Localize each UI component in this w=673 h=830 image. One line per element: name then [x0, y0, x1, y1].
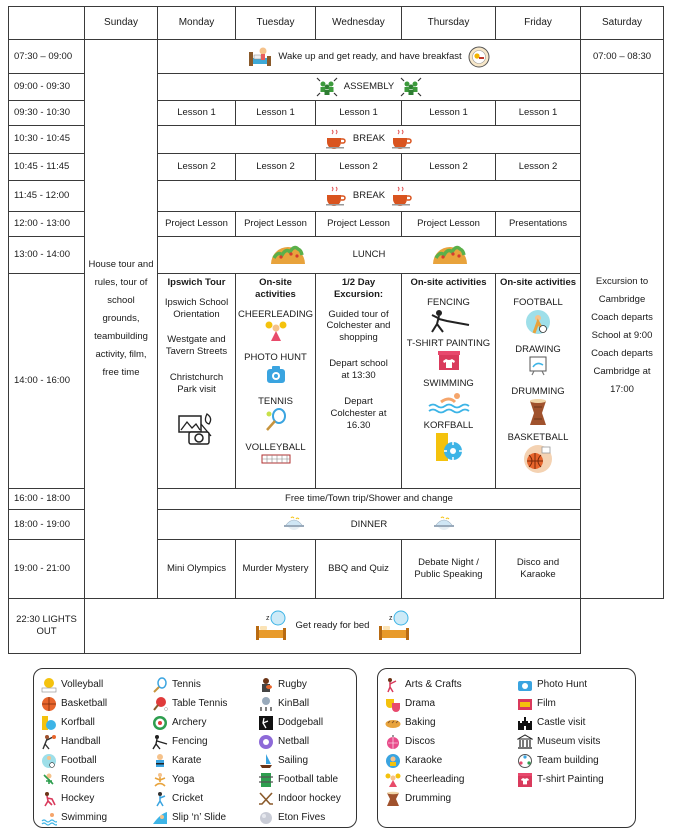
legend-label: Drama: [405, 698, 436, 709]
dinner-cell: [158, 510, 581, 539]
svg-text:z: z: [265, 615, 270, 623]
activity-item: Ipswich School Orientation: [164, 296, 229, 320]
assembly-icon: [400, 77, 422, 97]
time-label: 10:30 - 10:45: [9, 126, 85, 153]
activity-item: Depart school at 13:30: [329, 358, 388, 382]
time-label: 09:00 - 09:30: [9, 73, 85, 100]
legend-label: Eton Fives: [278, 812, 326, 823]
handball-icon: [40, 733, 57, 750]
legend-item: [516, 732, 638, 751]
taco-icon: [431, 242, 469, 268]
legend-item: [516, 713, 638, 732]
lesson-cell: Lesson 1: [402, 101, 496, 126]
breakfast-plate-icon: [468, 46, 490, 68]
legend-item: [151, 713, 253, 732]
legend-label: Karaoke: [405, 755, 443, 766]
sunday-block: [85, 40, 158, 599]
saturday-coach-depart: Coach departs School at 9:00: [591, 311, 653, 341]
legend-item: [257, 694, 361, 713]
film-icon: [516, 695, 533, 712]
activity-item: SWIMMING: [423, 378, 474, 390]
cheerleading-icon: [265, 320, 287, 342]
legend-item: [40, 789, 147, 808]
corner-cell: [9, 7, 85, 40]
legend-item: [384, 789, 512, 808]
legend-label: Team building: [537, 755, 599, 766]
time-label: 18:00 - 19:00: [9, 510, 85, 539]
day-friday: Friday: [496, 7, 581, 40]
lesson-cell: Lesson 1: [158, 101, 236, 126]
legend-item: [151, 732, 253, 751]
time-label: 11:45 - 12:00: [9, 180, 85, 211]
day-tuesday: Tuesday: [236, 7, 316, 40]
dinner-icon: [433, 515, 455, 535]
lesson-cell: Lesson 1: [496, 101, 581, 126]
time-label: 13:00 - 14:00: [9, 237, 85, 273]
legend-label: Discos: [405, 736, 436, 747]
football-icon: [40, 752, 57, 769]
legend-item: [516, 675, 638, 694]
evening-monday: Mini Olympics: [158, 539, 236, 599]
project-cell: Project Lesson: [236, 212, 316, 237]
row-bedtime: [9, 599, 664, 654]
legend-item: [257, 808, 361, 827]
karate-icon: [151, 752, 168, 769]
legend-label: Table Tennis: [172, 698, 228, 709]
legend-item: [384, 675, 512, 694]
assembly-text: ASSEMBLY: [343, 80, 395, 92]
legend-label: Netball: [278, 736, 310, 747]
legend-label: T-shirt Painting: [537, 774, 604, 785]
monday-afternoon: [158, 273, 236, 488]
legend-item: [40, 808, 147, 827]
sleep-icon: [377, 610, 411, 642]
legend-item: [151, 675, 253, 694]
activity-item: BASKETBALL: [507, 431, 569, 443]
yoga-icon: [151, 771, 168, 788]
dodgeball-icon: [257, 714, 274, 731]
legend-label: Swimming: [61, 812, 108, 823]
row-breakfast: [9, 40, 664, 73]
legend-label: Hockey: [61, 793, 95, 804]
activity-item: T-SHIRT PAINTING: [406, 338, 491, 350]
table-tennis-icon: [151, 695, 168, 712]
legend-item: [40, 713, 147, 732]
time-label: 16:00 - 18:00: [9, 489, 85, 510]
legend-label: Tennis: [172, 679, 201, 690]
activity-heading: On-site activities: [255, 276, 296, 300]
day-thursday: Thursday: [402, 7, 496, 40]
legend-item: [40, 675, 147, 694]
drama-icon: [384, 695, 401, 712]
activity-item: PHOTO HUNT: [244, 352, 307, 364]
hot-drink-icon: [391, 185, 413, 207]
friday-afternoon: [496, 273, 581, 488]
activity-item: Christchurch Park visit: [169, 372, 224, 396]
lesson-cell: Lesson 2: [158, 153, 236, 180]
breakfast-text: Wake up and get ready, and have breakfast: [278, 50, 462, 62]
activity-heading: 1/2 Day Excursion:: [333, 276, 384, 300]
legend-item: [257, 751, 361, 770]
activity-heading: On-site activities: [410, 276, 487, 288]
time-label: 19:00 - 21:00: [9, 539, 85, 599]
sailing-icon: [257, 752, 274, 769]
weekly-timetable: [8, 6, 664, 654]
legend-column: [257, 675, 361, 827]
activity-item: Westgate and Tavern Streets: [165, 334, 228, 358]
tennis-icon: [264, 408, 288, 432]
legend-label: Football table: [278, 774, 339, 785]
bedtime-text: Get ready for bed: [295, 620, 370, 632]
legend-item: [516, 770, 638, 789]
day-wednesday: Wednesday: [316, 7, 402, 40]
day-saturday: Saturday: [581, 7, 664, 40]
kinball-icon: [257, 695, 274, 712]
lunch-text: LUNCH: [352, 249, 386, 261]
time-label: 12:00 - 13:00: [9, 212, 85, 237]
legend-label: Slip ‘n’ Slide: [172, 812, 227, 823]
legend-label: Rugby: [278, 679, 307, 690]
activity-heading: Ipswich Tour: [167, 276, 226, 288]
legend-label: Karate: [172, 755, 202, 766]
legend-item: [384, 732, 512, 751]
legend-label: Arts & Crafts: [405, 679, 462, 690]
project-cell: Project Lesson: [316, 212, 402, 237]
break-text: BREAK: [352, 190, 386, 202]
legend-label: Yoga: [172, 774, 195, 785]
t-shirt-painting-icon: [436, 350, 462, 372]
activity-item: FOOTBALL: [513, 296, 563, 308]
activity-item: DRAWING: [515, 344, 561, 356]
saturday-time: 07:00 – 08:30: [581, 40, 664, 73]
legend-label: Baking: [405, 717, 436, 728]
project-cell: Project Lesson: [158, 212, 236, 237]
football-table-icon: [257, 771, 274, 788]
legend-label: Rounders: [61, 774, 105, 785]
karaoke-icon: [384, 752, 401, 769]
castle-icon: [516, 714, 533, 731]
time-label: 09:30 - 10:30: [9, 101, 85, 126]
time-label: 10:45 - 11:45: [9, 153, 85, 180]
hot-drink-icon: [325, 128, 347, 150]
legend-column: [151, 675, 253, 827]
rugby-icon: [257, 676, 274, 693]
t-shirt-painting-icon: [516, 771, 533, 788]
taco-icon: [269, 242, 307, 268]
activities-legend: [377, 668, 636, 828]
basketball-icon: [523, 444, 553, 474]
legend-label: Volleyball: [61, 679, 104, 690]
activity-item: CHEERLEADING: [238, 308, 313, 320]
korfball-icon: [40, 714, 57, 731]
legend-item: [151, 694, 253, 713]
eton-fives-icon: [257, 809, 274, 826]
legend-item: [516, 694, 638, 713]
breakfast-cell: [158, 40, 581, 73]
swimming-icon: [40, 809, 57, 826]
dinner-text: DINNER: [350, 518, 388, 530]
slip-n-slide-icon: [151, 809, 168, 826]
bedtime-cell: [85, 599, 581, 654]
legend-label: Photo Hunt: [537, 679, 588, 690]
legend-label: Drumming: [405, 793, 452, 804]
legend-label: KinBall: [278, 698, 310, 709]
legend-label: Sailing: [278, 755, 309, 766]
activity-item: Depart Colchester at 16.30: [330, 395, 387, 431]
legend-label: Football: [61, 755, 97, 766]
presentations-cell: Presentations: [496, 212, 581, 237]
lunch-cell: [158, 237, 581, 273]
lesson-cell: Lesson 1: [236, 101, 316, 126]
legend-item: [40, 694, 147, 713]
legend-item: [151, 751, 253, 770]
activity-item: FENCING: [427, 296, 470, 308]
drumming-icon: [384, 790, 401, 807]
thursday-afternoon: [402, 273, 496, 488]
volleyball-icon: [40, 676, 57, 693]
time-label: 07:30 – 09:00: [9, 40, 85, 73]
activity-item: Guided tour of Colchester and shopping: [326, 308, 391, 344]
photo-hunt-icon: [265, 364, 287, 386]
evening-friday: Disco and Karaoke: [496, 539, 581, 599]
wednesday-afternoon: [316, 273, 402, 488]
basketball-icon: [40, 695, 57, 712]
legend-label: Museum visits: [537, 736, 601, 747]
legend-label: Basketball: [61, 698, 108, 709]
legend-item: [151, 770, 253, 789]
free-time-cell: Free time/Town trip/Shower and change: [158, 489, 581, 510]
photo-hunt-icon: [516, 676, 533, 693]
wake-up-icon: [248, 46, 272, 68]
team-building-icon: [516, 752, 533, 769]
break-text: BREAK: [352, 133, 386, 145]
break-cell: [158, 126, 581, 153]
legend-item: [384, 751, 512, 770]
assembly-icon: [316, 77, 338, 97]
saturday-coach-return: Coach departs Cambridge at 17:00: [591, 348, 653, 396]
time-label: 22:30 LIGHTS OUT: [9, 599, 85, 654]
swimming-icon: [427, 390, 471, 414]
lesson-cell: Lesson 2: [316, 153, 402, 180]
sightseeing-icon: [177, 412, 217, 446]
time-label: 14:00 - 16:00: [9, 273, 85, 488]
day-monday: Monday: [158, 7, 236, 40]
activity-heading: On-site activities: [499, 276, 577, 288]
discos-icon: [384, 733, 401, 750]
legend-item: [40, 770, 147, 789]
netball-icon: [257, 733, 274, 750]
break-cell: [158, 180, 581, 211]
header-row: [9, 7, 664, 40]
legend-item: [257, 732, 361, 751]
legend-item: [384, 694, 512, 713]
legend-item: [516, 751, 638, 770]
legend-label: Indoor hockey: [278, 793, 341, 804]
museum-icon: [516, 733, 533, 750]
lesson-cell: Lesson 2: [496, 153, 581, 180]
legend-item: [257, 789, 361, 808]
cricket-icon: [151, 790, 168, 807]
football-icon: [525, 309, 551, 335]
archery-icon: [151, 714, 168, 731]
evening-tuesday: Murder Mystery: [236, 539, 316, 599]
legend-item: [257, 713, 361, 732]
saturday-block: [581, 73, 664, 599]
fencing-icon: [427, 309, 471, 333]
activity-item: VOLLEYBALL: [245, 441, 306, 453]
saturday-excursion: Excursion to Cambridge: [595, 275, 649, 305]
legend-label: Cricket: [172, 793, 204, 804]
tennis-icon: [151, 676, 168, 693]
day-sunday: Sunday: [85, 7, 158, 40]
activity-item: TENNIS: [258, 396, 293, 408]
legend-label: Dodgeball: [278, 717, 324, 728]
legend-item: [40, 751, 147, 770]
hot-drink-icon: [325, 185, 347, 207]
legend-item: [257, 770, 361, 789]
drawing-icon: [527, 356, 549, 376]
svg-text:z: z: [389, 615, 393, 623]
sunday-activities: House tour and rules, tour of school grounds, teambuilding activity, film, free time: [88, 259, 154, 379]
tuesday-afternoon: [236, 273, 316, 488]
legend-item: [384, 770, 512, 789]
hot-drink-icon: [391, 128, 413, 150]
legend-item: [40, 732, 147, 751]
hockey-icon: [40, 790, 57, 807]
evening-wednesday: BBQ and Quiz: [316, 539, 402, 599]
activity-item: DRUMMING: [511, 386, 565, 398]
indoor-hockey-icon: [257, 790, 274, 807]
legend-label: Film: [537, 698, 556, 709]
baking-icon: [384, 714, 401, 731]
rounders-icon: [40, 771, 57, 788]
arts-crafts-icon: [384, 676, 401, 693]
legend-label: Handball: [61, 736, 101, 747]
assembly-cell: [158, 73, 581, 100]
sports-legend: [33, 668, 357, 828]
volleyball-net-icon: [261, 454, 291, 464]
legend-item: [151, 789, 253, 808]
drumming-icon: [528, 398, 548, 426]
project-cell: Project Lesson: [402, 212, 496, 237]
legend-label: Korfball: [61, 717, 95, 728]
lesson-cell: Lesson 2: [236, 153, 316, 180]
legend-column: [40, 675, 147, 827]
lesson-cell: Lesson 1: [316, 101, 402, 126]
legend-column: [384, 675, 512, 808]
korfball-icon: [434, 432, 464, 462]
legend-label: Archery: [172, 717, 207, 728]
fencing-icon: [151, 733, 168, 750]
evening-thursday: Debate Night / Public Speaking: [402, 539, 496, 599]
legend-item: [151, 808, 253, 827]
legend-item: [257, 675, 361, 694]
sleep-icon: [254, 610, 288, 642]
activity-item: KORFBALL: [423, 419, 474, 431]
lesson-cell: Lesson 2: [402, 153, 496, 180]
legend-label: Castle visit: [537, 717, 586, 728]
legend-label: Fencing: [172, 736, 208, 747]
legend-column: [516, 675, 638, 808]
legend-item: [384, 713, 512, 732]
dinner-icon: [283, 515, 305, 535]
cheerleading-icon: [384, 771, 401, 788]
legend-label: Cheerleading: [405, 774, 465, 785]
